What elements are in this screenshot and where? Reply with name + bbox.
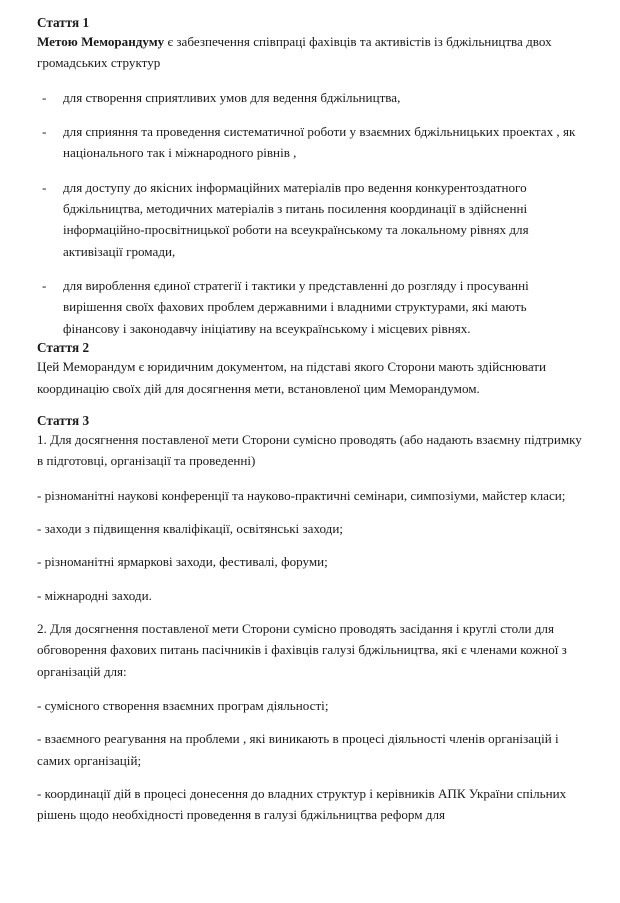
dash-marker: - bbox=[42, 179, 47, 195]
list-item: - координації дій в процесі донесення до владних структур і керівників АПК України спільних рішень щодо необхідності проведення в галузі бджільництва реформ для bbox=[37, 786, 567, 823]
list-item-text: для доступу до якісних інформаційних матеріалів про ведення конкурентоздатного бджільництва, методичних матеріалів з питань посилення координації в здійсненні інформаційно-просвітницької роботи на всеукраїнському та локальному рівнях для активізації громади, bbox=[63, 179, 529, 259]
list-item bbox=[37, 177, 582, 262]
list-item-text: для вироблення єдиної стратегії і тактики у представленні до розгляду і просуванні вирішення своїх фахових проблем державними і владними структурами, які мають фінансову і законодавчу ініціативу на всеукраїнському і місцевих рівнях. bbox=[63, 278, 529, 336]
list-item: - взаємного реагування на проблеми , які виникають в процесі діяльності членів організацій і самих організацій; bbox=[37, 731, 559, 768]
list-item-text: для сприяння та проведення систематичної роботи у взаємних бджільницьких проектах , як національного так і міжнародного рівнів , bbox=[63, 124, 576, 161]
article-2-heading: Стаття 2 bbox=[37, 340, 90, 356]
list-item: - різноманітні ярмаркові заходи, фестивалі, форуми; bbox=[37, 554, 328, 570]
article-1-intro-paragraph bbox=[37, 31, 582, 74]
document-body bbox=[37, 14, 582, 826]
list-item: - різноманітні наукові конференції та науково-практичні семінари, симпозіуми, майстер класи; bbox=[37, 487, 566, 503]
article-1-heading: Стаття 1 bbox=[37, 15, 90, 30]
list-item-text: для створення сприятливих умов для ведення бджільництва, bbox=[63, 89, 401, 105]
dash-marker: - bbox=[42, 89, 47, 105]
list-item: - сумісного створення взаємних програм діяльності; bbox=[37, 698, 329, 714]
article-3-clause-2-lead: 2. Для досягнення поставленої мети Сторони сумісно проводять засідання і круглі столи для обговорення фахових питань пасічників і фахівців галузі бджільництва, які є членами кожної з організацій для: bbox=[37, 621, 567, 679]
list-item bbox=[37, 275, 582, 339]
article-3-clause-1-lead: 1. Для досягнення поставленої мети Сторони сумісно проводять (або надають взаємну підтримку в підготовці, організації та проведенні) bbox=[37, 432, 582, 469]
article-1-bullet-list bbox=[37, 87, 582, 339]
article-1-intro-rest: є забезпечення співпраці фахівців та активістів із бджільництва двох громадських структур bbox=[37, 34, 552, 71]
article-1-intro-bold-lead: Метою Меморандуму bbox=[37, 34, 165, 50]
article-3-heading: Стаття 3 bbox=[37, 412, 90, 428]
list-item bbox=[37, 87, 582, 108]
dash-marker: - bbox=[42, 124, 47, 140]
dash-marker: - bbox=[42, 278, 47, 294]
list-item bbox=[37, 121, 582, 164]
list-item: - міжнародні заходи. bbox=[37, 587, 152, 603]
article-2-paragraph: Цей Меморандум є юридичним документом, на підставі якого Сторони мають здійснювати координацію своїх дій для досягнення мети, встановленої цим Меморандумом. bbox=[37, 359, 547, 396]
list-item: - заходи з підвищення кваліфікації, освітянські заходи; bbox=[37, 521, 343, 537]
